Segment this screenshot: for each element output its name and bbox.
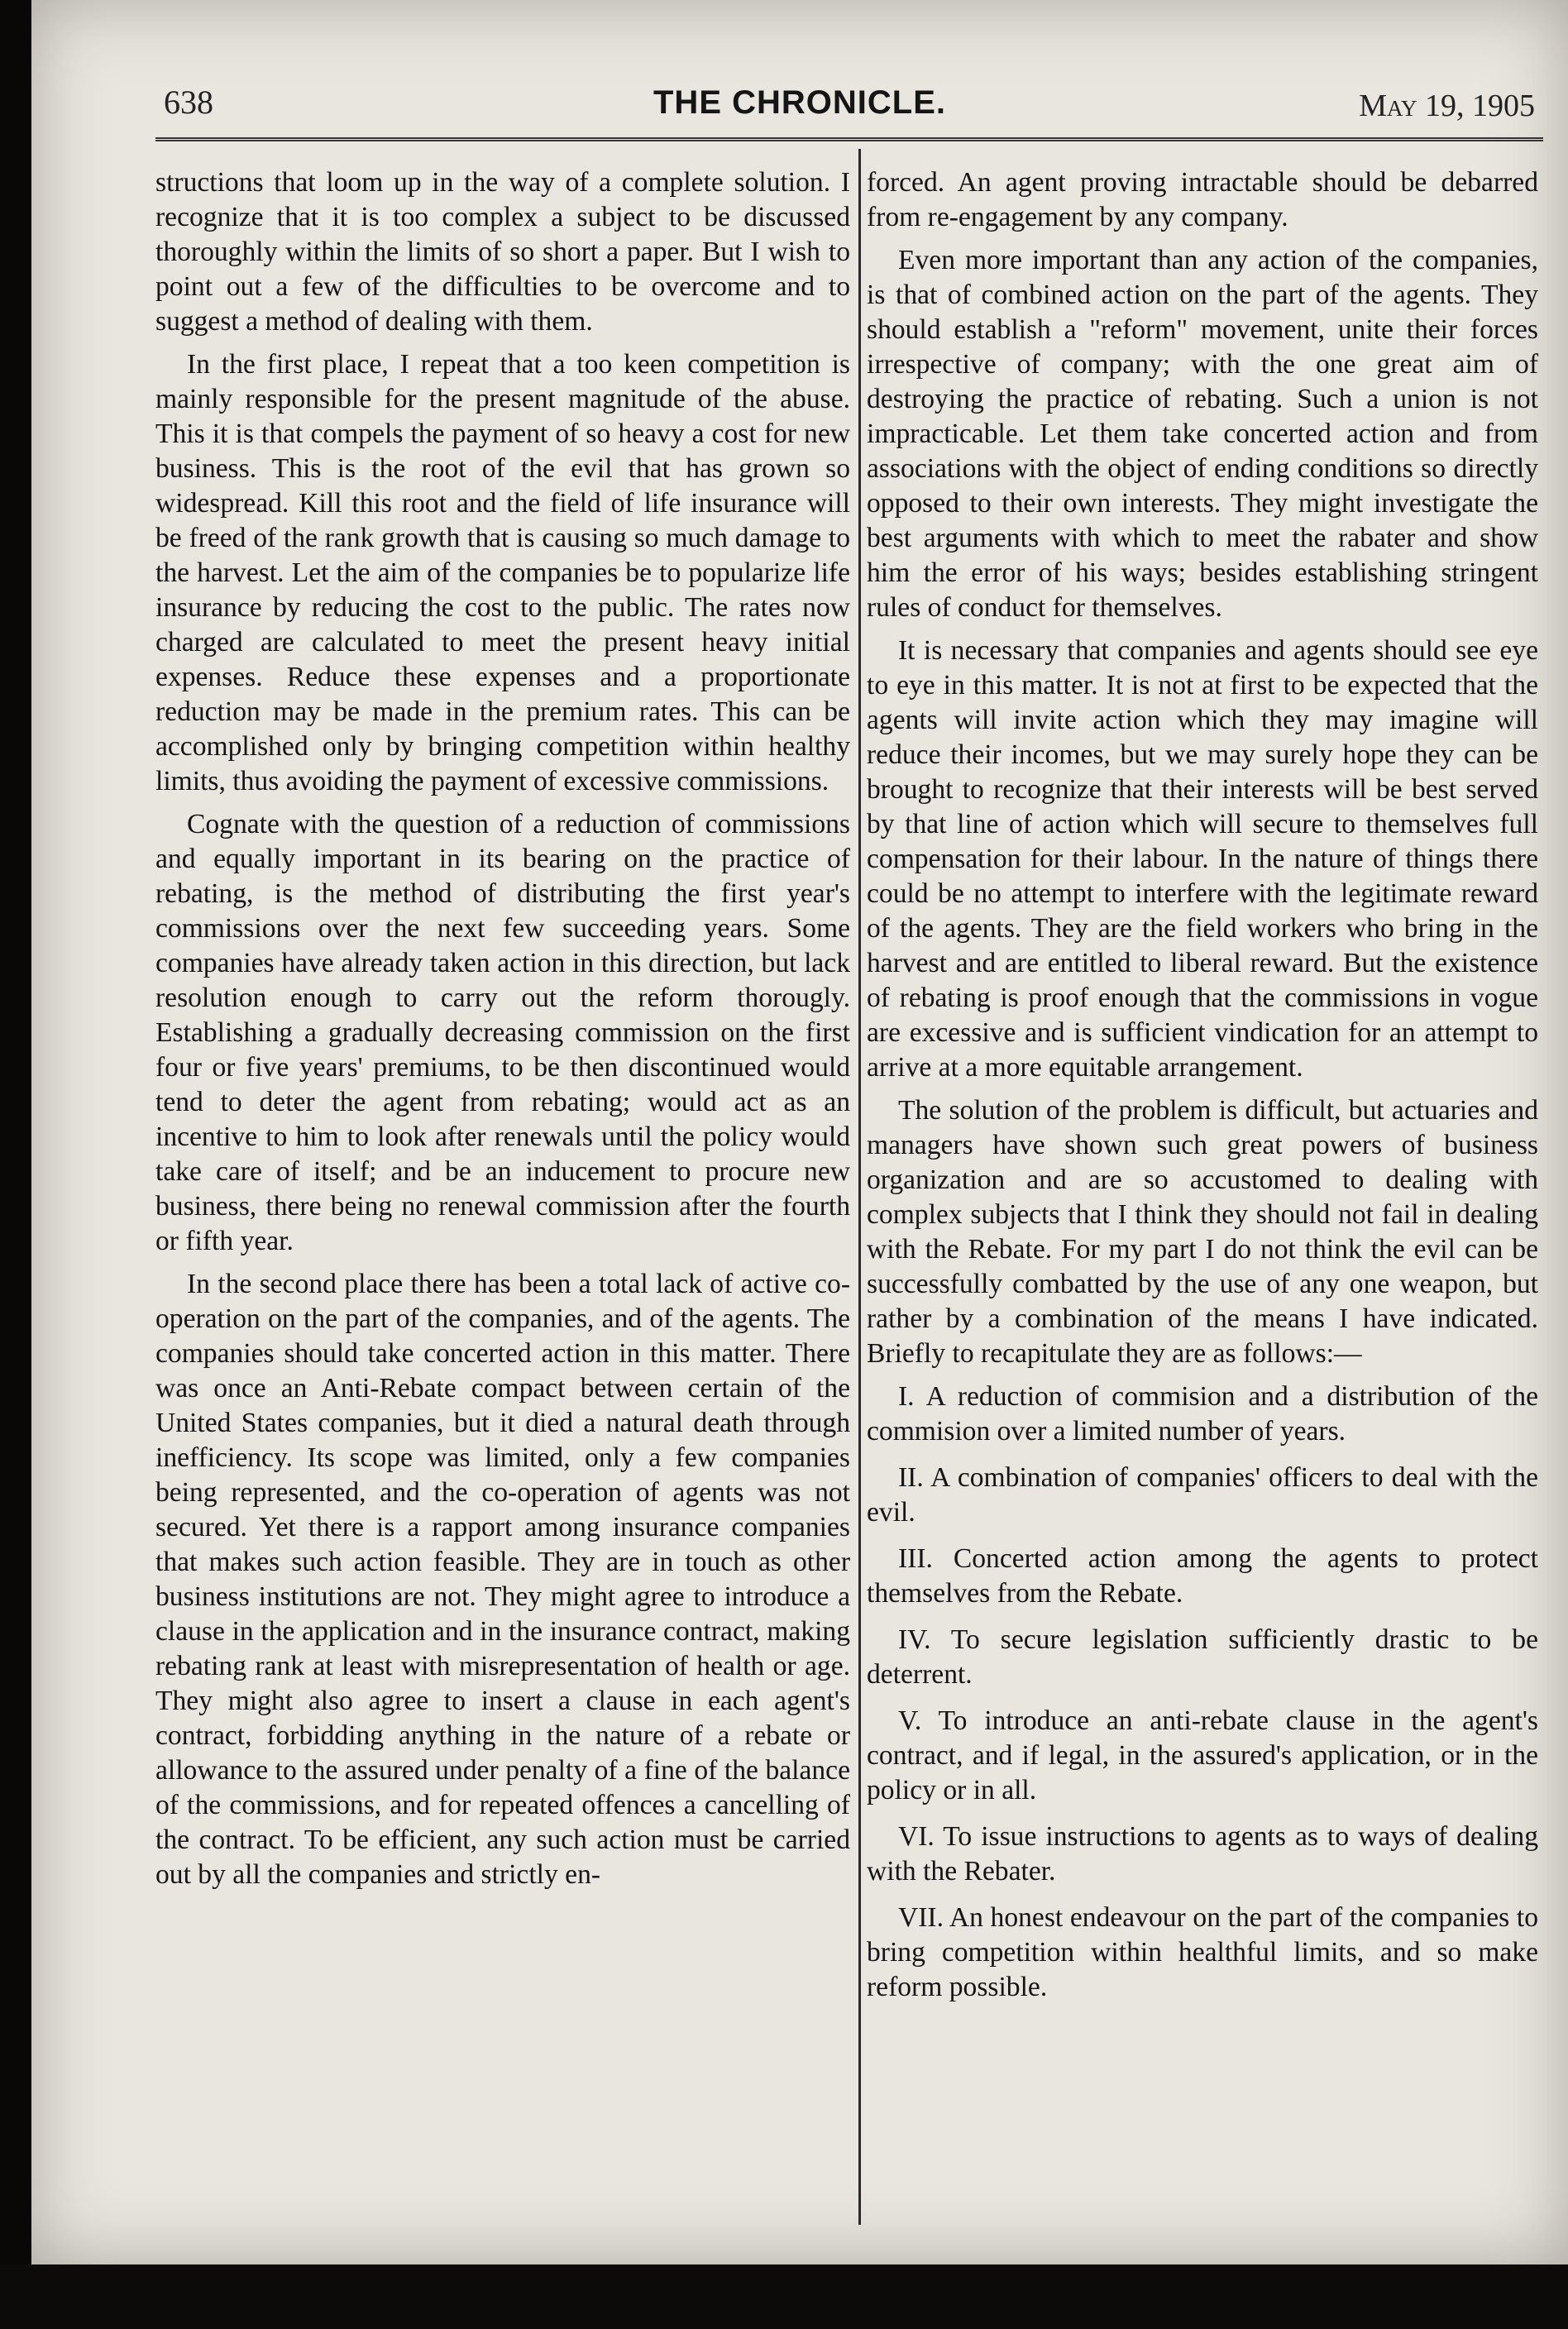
left-column	[155, 165, 850, 1901]
paragraph: In the first place, I repeat that a too keen competition is mainly responsible for the present magnitude of the abuse. This it is that compels the payment of so heavy a cost for new business. This is the root of the evil that has grown so widespread. Kill this root and the field of life insurance will be freed of the rank growth that is causing so much damage to the harvest. Let the aim of the companies be to popularize life insurance by reducing the cost to the public. The rates now charged are calculated to meet the present heavy initial expenses. Reduce these expenses and a proportionate reduction may be made in the premium rates. This can be accomplished only by bringing competition within healthy limits, thus avoiding the payment of excessive commissions.	[155, 349, 850, 796]
recap-item: II. A combination of companies' officers to deal with the evil.	[867, 1462, 1538, 1528]
recap-item: VI. To issue instructions to agents as to ways of dealing with the Rebater.	[867, 1821, 1538, 1887]
newspaper-page	[31, 0, 1568, 2264]
paragraph: Even more important than any action of the companies, is that of combined action on the part of the agents. They should establish a "reform" movement, unite their forces irrespective of company; with the one great aim of destroying the practice of rebating. Such a union is not impracticable. Let them take concerted action and from associations with the object of ending conditions so directly opposed to their own interests. They might investigate the best arguments with which to meet the rabater and show him the error of his ways; besides establishing stringent rules of conduct for themselves.	[867, 245, 1538, 623]
recap-item: VII. An honest endeavour on the part of the companies to bring competition within healthful limits, and so make reform possible.	[867, 1902, 1538, 2002]
scan-border-bottom	[0, 2264, 1568, 2329]
recap-item: V. To introduce an anti-rebate clause in the agent's contract, and if legal, in the assured's application, or in the policy or in all.	[867, 1705, 1538, 1805]
paragraph: In the second place there has been a total lack of active co-operation on the part of the companies, and of the agents. The companies should take concerted action in this matter. There was once an Anti-Rebate compact between certain of the United States companies, but it died a natural death through inefficiency. Its scope was limited, only a few companies being represented, and the co-operation of agents was not secured. Yet there is a rapport among insurance companies that makes such action feasible. They are in touch as other business institutions are not. They might agree to introduce a clause in the application and in the insurance contract, making rebating rank at least with misrepresentation of health or age. They might also agree to insert a clause in each agent's contract, forbidding anything in the nature of a rebate or allowance to the assured under penalty of a fine of the balance of the commissions, and for repeated offences a cancelling of the contract. To be efficient, any such action must be carried out by all the companies and strictly en-	[155, 1269, 850, 1890]
page-number: 638	[164, 84, 213, 121]
scan-border-left	[0, 0, 31, 2329]
recap-item: IV. To secure legislation sufficiently drastic to be deterrent.	[867, 1624, 1538, 1690]
right-column	[867, 165, 1538, 2016]
issue-date: May 19, 1905	[1359, 88, 1535, 123]
paragraph: The solution of the problem is difficult, but actuaries and managers have shown such great powers of business organization and are so accustomed to dealing with complex subjects that I think they should not fail in dealing with the Rebate. For my part I do not think the evil can be successfully combatted by the use of any one weapon, but rather by a combination of the means I have indicated. Briefly to recapitulate they are as follows:—	[867, 1095, 1538, 1369]
header-rule	[155, 137, 1543, 141]
recap-item: III. Concerted action among the agents to protect themselves from the Rebate.	[867, 1543, 1538, 1609]
page-header	[31, 73, 1568, 139]
paragraph: forced. An agent proving intractable should be debarred from re-engagement by any company.	[867, 167, 1538, 232]
publication-title: THE CHRONICLE.	[653, 84, 946, 121]
column-rule	[858, 149, 861, 2225]
recap-item: I. A reduction of commision and a distribution of the commision over a limited number of years.	[867, 1381, 1538, 1447]
paragraph: Cognate with the question of a reduction of commissions and equally important in its bearing on the practice of rebating, is the method of distributing the first year's commissions over the next few succeeding years. Some companies have already taken action in this direction, but lack resolution enough to carry out the reform thorougly. Establishing a gradually decreasing commission on the first four or five years' premiums, to be then discontinued would tend to deter the agent from rebating; would act as an incentive to him to look after renewals until the policy would take care of itself; and be an inducement to procure new business, there being no renewal commission after the fourth or fifth year.	[155, 809, 850, 1256]
paragraph: structions that loom up in the way of a complete solution. I recognize that it is too complex a subject to be discussed thoroughly within the limits of so short a paper. But I wish to point out a few of the difficulties to be overcome and to suggest a method of dealing with them.	[155, 167, 850, 337]
paragraph: It is necessary that companies and agents should see eye to eye in this matter. It is not at first to be expected that the agents will invite action which they may imagine will reduce their incomes, but we may surely hope they can be brought to recognize that their interests will be best served by that line of action which will secure to themselves full compensation for their labour. In the nature of things there could be no attempt to interfere with the legitimate reward of the agents. They are the field workers who bring in the harvest and are entitled to liberal reward. But the existence of rebating is proof enough that the commissions in vogue are excessive and is sufficient vindication for an attempt to arrive at a more equitable arrangement.	[867, 635, 1538, 1083]
